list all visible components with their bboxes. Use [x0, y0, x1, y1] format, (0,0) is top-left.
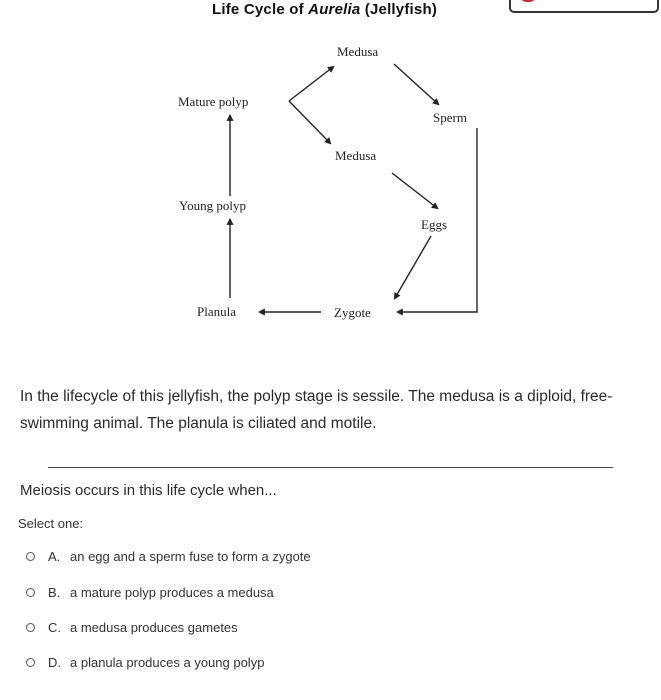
radio-icon[interactable]: [26, 588, 35, 597]
arrow-polyp-to-medusa-mid: [289, 101, 330, 143]
label-medusa-mid: Medusa: [335, 148, 377, 163]
option-b[interactable]: [26, 582, 274, 602]
option-d[interactable]: [26, 652, 264, 672]
option-letter: A.: [48, 548, 61, 564]
label-sperm: Sperm: [433, 110, 467, 125]
arrow-polyp-to-medusa-top: [289, 67, 333, 101]
label-zygote: Zygote: [334, 305, 371, 320]
label-planula: Planula: [197, 304, 236, 319]
description-text: In the lifecycle of this jellyfish, the polyp stage is sessile. The medusa is a diploid, free-swimming animal. The planula is ciliated and motile.: [20, 388, 613, 432]
arrow-medusa-to-sperm: [394, 64, 438, 104]
option-letter: C.: [48, 619, 61, 635]
option-a[interactable]: [26, 546, 311, 566]
arrow-eggs-to-zygote: [395, 236, 431, 298]
question-text: Meiosis occurs in this life cycle when...: [20, 482, 277, 499]
option-label: an egg and a sperm fuse to form a zygote: [70, 548, 311, 564]
arrow-medusa-to-eggs: [392, 173, 437, 208]
option-letter: B.: [48, 584, 61, 600]
title-prefix: Life Cycle of: [212, 1, 309, 18]
title-italic: Aurelia: [308, 1, 361, 18]
label-young-polyp: Young polyp: [179, 198, 246, 213]
option-label: a medusa produces gametes: [70, 619, 238, 635]
option-c[interactable]: [26, 617, 238, 637]
title-suffix: (Jellyfish): [360, 1, 438, 18]
divider: [48, 467, 613, 468]
radio-icon[interactable]: [26, 658, 35, 667]
option-label: a mature polyp produces a medusa: [70, 584, 274, 600]
select-one-label: Select one:: [18, 516, 84, 531]
label-medusa-top: Medusa: [337, 44, 379, 59]
option-label: a planula produces a young polyp: [70, 654, 265, 670]
radio-icon[interactable]: [26, 623, 35, 632]
radio-icon[interactable]: [26, 552, 35, 561]
option-letter: D.: [48, 654, 61, 670]
label-mature-polyp: Mature polyp: [178, 94, 249, 109]
label-eggs: Eggs: [421, 217, 447, 232]
